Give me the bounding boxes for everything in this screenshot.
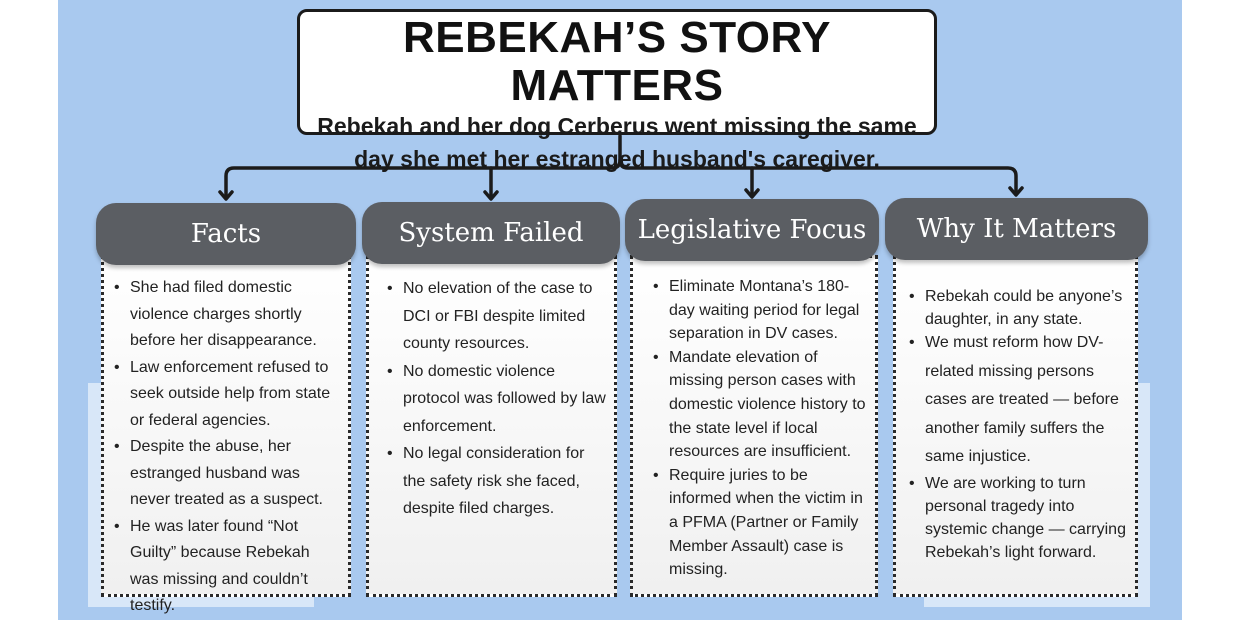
system-failed-item: • No elevation of the case to DCI or FBI despite limited county resources. [381,275,608,358]
why-it-matters-item: • Rebekah could be anyone’s daughter, in any state. [903,285,1129,331]
system-failed-list [381,275,608,523]
system-failed-item: • No domestic violence protocol was followed by law enforcement. [381,358,608,441]
page-title: REBEKAH’S STORY MATTERS [402,13,831,110]
system-failed-item: • No legal consideration for the safety risk she faced, despite filed charges. [381,440,608,523]
facts-item: • Despite the abuse, her estranged husband was never treated as a suspect. [108,434,342,514]
legislative-focus-item: • Require juries to be informed when the victim in a PFMA (Partner or Family Member Assault) case is missing. [647,464,869,582]
header-facts: Facts [96,203,356,265]
header-legislative-focus: Legislative Focus [625,199,879,261]
legislative-focus-list [647,275,869,582]
header-system-failed: System Failed [362,202,620,264]
why-it-matters-list [903,285,1129,564]
legislative-focus-item: • Eliminate Montana’s 180-day waiting period for legal separation in DV cases. [647,275,869,346]
facts-item: • Law enforcement refused to seek outside help from state or federal agencies. [108,355,342,435]
facts-item: • He was later found “Not Guilty” because Rebekah was missing and couldn’t testify. [108,514,342,620]
facts-item: • She had filed domestic violence charges shortly before her disappearance. [108,275,342,355]
card-system-failed [366,255,617,597]
card-why-it-matters [893,255,1138,597]
header-why-it-matters: Why It Matters [885,198,1148,260]
why-it-matters-item: • We must reform how DV-related missing persons cases are treated — before another family suffers the same injustice. [903,329,1129,472]
legislative-focus-item: • Mandate elevation of missing person cases with domestic violence history to the state level if local resources are insufficient. [647,346,869,464]
facts-list [108,275,342,620]
page-subtitle: Rebekah and her dog Cerberus went missing the same day she met her estranged husband's caregiver. [317,113,917,172]
title-box [297,9,937,172]
card-facts [101,255,351,614]
card-legislative-focus [630,255,878,597]
why-it-matters-item: • We are working to turn personal tragedy into systemic change — carrying Rebekah’s light forward. [903,472,1129,564]
